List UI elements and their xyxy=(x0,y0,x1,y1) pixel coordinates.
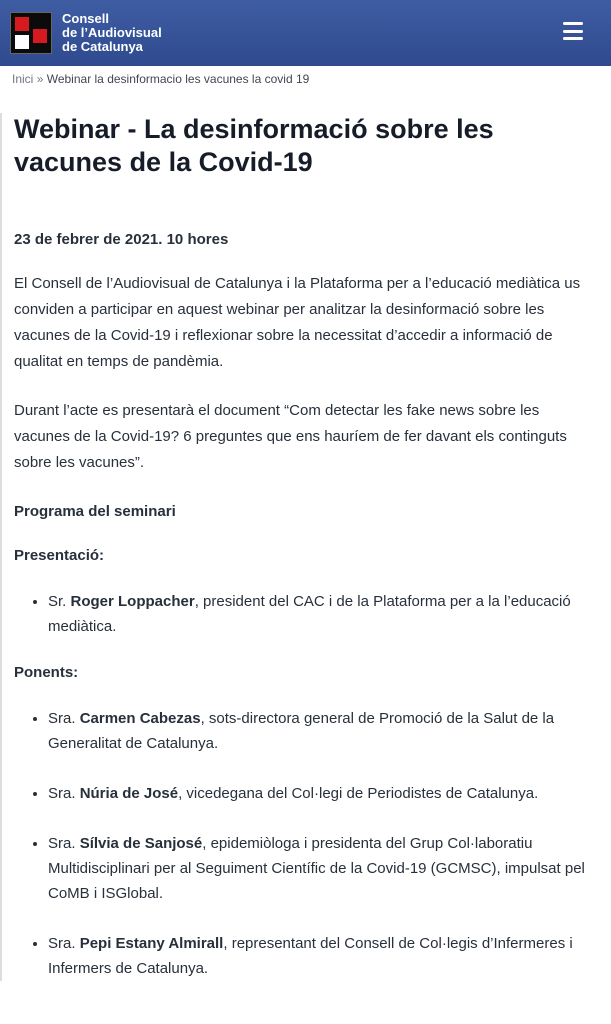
speaker-name: Núria de José xyxy=(79,785,179,802)
breadcrumb xyxy=(0,66,611,86)
speaker-title: Sra. xyxy=(48,710,80,727)
breadcrumb-home-link[interactable]: Inici xyxy=(12,72,34,86)
menu-icon[interactable] xyxy=(563,22,583,40)
speaker-name: Carmen Cabezas xyxy=(79,710,201,727)
speaker-title: Sr. xyxy=(48,593,71,610)
site-header xyxy=(0,0,611,66)
speaker-name: Sílvia de Sanjosé xyxy=(79,835,203,852)
speaker-name: Pepi Estany Almirall xyxy=(79,935,224,952)
list-item xyxy=(48,931,599,981)
speaker-name: Roger Loppacher xyxy=(70,593,195,610)
speaker-role: , vicedegana del Col·legi de Periodistes de Catalunya. xyxy=(178,785,539,802)
event-date: 23 de febrer de 2021. 10 hores xyxy=(14,231,229,248)
presentation-heading: Presentació: xyxy=(14,547,105,564)
document-paragraph: Durant l’acte es presentarà el document “Com detectar les fake news sobre les vacunes de la Covid-19? 6 preguntes que ens hauríem de fer davant els continguts sobre les vacunes”. xyxy=(14,402,567,471)
speakers-heading: Ponents: xyxy=(14,664,79,681)
list-item xyxy=(48,831,599,906)
speakers-list xyxy=(14,706,599,981)
breadcrumb-separator: » xyxy=(36,72,44,86)
page-title: Webinar - La desinformació sobre les vacunes de la Covid-19 xyxy=(14,114,494,177)
logo-text: Consell de l’Audiovisual de Catalunya xyxy=(62,11,162,54)
speaker-title: Sra. xyxy=(48,935,80,952)
list-item xyxy=(48,781,599,806)
breadcrumb-current: Webinar la desinformacio les vacunes la covid 19 xyxy=(46,72,310,86)
article-content xyxy=(0,113,611,981)
speaker-role: , epidemiòloga i presidenta del Grup Col·laboratiu Multidisciplinari per al Seguiment Científic de la Covid-19 (GCMSC), impulsat pel CoMB i ISGlobal. xyxy=(48,835,585,902)
speaker-title: Sra. xyxy=(48,835,80,852)
speaker-role: , representant del Consell de Col·legis d’Infermeres i Infermers de Catalunya. xyxy=(48,935,573,977)
intro-paragraph: El Consell de l’Audiovisual de Catalunya i la Plataforma per a l’educació mediàtica us conviden a participar en aquest webinar per analitzar la desinformació sobre les vacunes de la Covid-19 i reflexionar sobre la necessitat d’accedir a informació de qualitat en temps de pandèmia. xyxy=(14,275,581,370)
cac-logo[interactable] xyxy=(10,12,162,54)
speaker-role: , president del CAC i de la Plataforma per a la l’educació mediàtica. xyxy=(48,593,571,635)
presentation-list xyxy=(14,589,599,639)
program-heading: Programa del seminari xyxy=(14,503,176,520)
list-item xyxy=(48,589,599,639)
speaker-role: , sots-directora general de Promoció de la Salut de la Generalitat de Catalunya. xyxy=(48,710,555,752)
speaker-title: Sra. xyxy=(48,785,80,802)
list-item xyxy=(48,706,599,756)
cac-logo-icon xyxy=(10,12,52,54)
